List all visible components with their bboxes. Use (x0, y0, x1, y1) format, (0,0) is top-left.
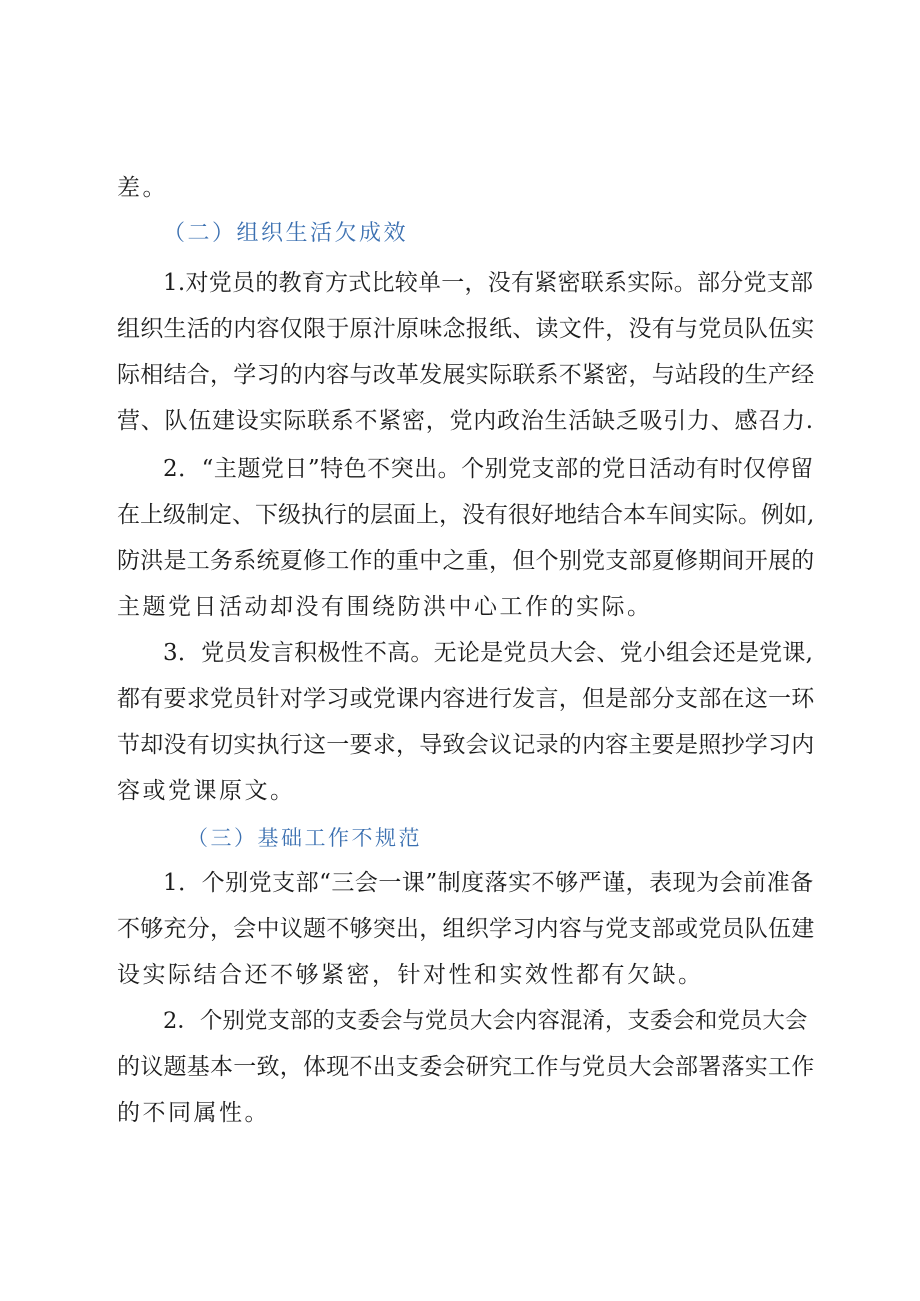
section-heading: （三）基础工作不规范 (187, 826, 422, 850)
paragraph-line: 的议题基本一致，体现不出支委会研究工作与党员大会部署落实工作 (117, 1054, 815, 1080)
paragraph-line: 1.对党员的教育方式比较单一，没有紧密联系实际。部分党支部 (163, 270, 814, 296)
paragraph-line: 容或党课原文。 (117, 778, 296, 804)
paragraph-line: 节却没有切实执行这一要求，导致会议记录的内容主要是照抄学习内 (117, 732, 815, 758)
body-text-line: 差。 (117, 175, 168, 201)
paragraph-line: 组织生活的内容仅限于原汁原味念报纸、读文件，没有与党员队伍实 (117, 316, 815, 342)
paragraph-line: 2．“主题党日”特色不突出。个别党支部的党日活动有时仅停留 (163, 456, 814, 482)
paragraph-line: 2．个别党支部的支委会与党员大会内容混淆，支委会和党员大会 (163, 1008, 808, 1034)
paragraph-line: 不够充分，会中议题不够突出，组织学习内容与党支部或党员队伍建 (117, 916, 815, 942)
paragraph-line: 际相结合，学习的内容与改革发展实际联系不紧密，与站段的生产经 (117, 362, 815, 388)
paragraph-line: 防洪是工务系统夏修工作的重中之重，但个别党支部夏修期间开展的 (117, 548, 815, 574)
paragraph-line: 营、队伍建设实际联系不紧密，党内政治生活缺乏吸引力、感召力. (117, 408, 814, 434)
paragraph-line: 的不同属性。 (117, 1100, 270, 1126)
section-heading: （二）组织生活欠成效 (163, 221, 409, 246)
paragraph-line: 3．党员发言积极性不高。无论是党员大会、党小组会还是党课, (163, 640, 814, 666)
paragraph-line: 主题党日活动却没有围绕防洪中心工作的实际。 (117, 594, 653, 620)
paragraph-line: 在上级制定、下级执行的层面上，没有很好地结合本车间实际。例如, (117, 502, 815, 528)
paragraph-line: 都有要求党员针对学习或党课内容进行发言，但是部分支部在这一环 (117, 686, 815, 712)
paragraph-line: 设实际结合还不够紧密，针对性和实效性都有欠缺。 (117, 962, 704, 988)
paragraph-line: 1．个别党支部“三会一课”制度落实不够严谨，表现为会前准备 (163, 870, 814, 896)
